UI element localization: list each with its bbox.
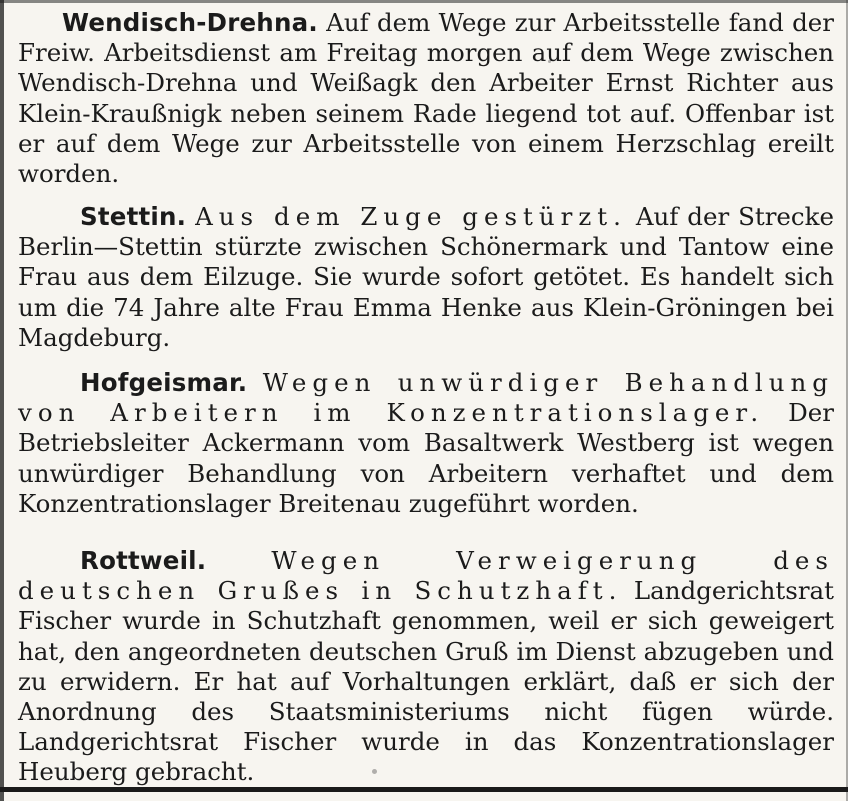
left-column-rule [0,0,4,801]
article-headline: Wegen unwürdiger Behandlung von Arbeitern im Konzentrationslager. [18,368,834,428]
article-paragraph [18,8,834,189]
article-place: Rottweil. [80,546,207,575]
article-wendisch-drehna [18,8,834,189]
print-speck [548,60,551,63]
article-body: Auf der Strecke Berlin—Stettin stürzte zwischen Schönermark und Tantow eine Frau aus dem Eilzuge. Sie wurde sofort getötet. Es handelt sich um die 74 Jahre alte Frau Emma Henke aus Klein-Gröningen bei Magdeburg. [18,202,834,352]
article-body: Auf dem Wege zur Arbeitsstelle fand der Freiw. Arbeitsdienst am Freitag morgen auf dem Wege zwischen Wendisch-Drehna und Weißagk den Arbeiter Ernst Richter aus Klein-Kraußnigk neben seinem Rade liegend tot auf. Offenbar ist er auf dem Wege zur Arbeitsstelle von einem Herzschlag ereilt worden. [18,8,835,189]
article-headline: Aus dem Zuge gestürzt. [195,202,627,231]
article-headline: Wegen Verweigerung des deutschen Grußes in Schutzhaft. [18,546,834,606]
article-paragraph [18,202,834,353]
article-place: Wendisch-Drehna. [62,8,318,37]
article-paragraph [18,546,834,788]
article-body: Der Betriebsleiter Ackermann vom Basaltwerk Westberg ist wegen unwürdiger Behandlung von Arbeitern verhaftet und dem Konzentrationslager Breitenau zugeführt worden. [18,398,834,518]
print-speck [372,769,377,774]
article-stettin [18,202,834,353]
article-hofgeismar [18,368,834,519]
article-paragraph [18,368,834,519]
article-place: Stettin. [80,202,187,231]
print-speck [312,590,315,593]
top-border-rule [0,0,848,3]
article-place: Hofgeismar. [80,368,248,397]
bottom-border-rule [0,787,848,792]
article-body: Landgerichtsrat Fischer wurde in Schutzhaft genommen, weil er sich geweigert hat, den angeordneten deutschen Gruß im Dienst abzugeben und zu erwidern. Er hat auf Vorhaltungen erklärt, daß er sich der Anordnung des Staatsministeriums nicht fügen würde. Landgerichtsrat Fischer wurde in das Konzentrationslager Heuberg gebracht. [18,576,834,787]
article-rottweil [18,546,834,788]
